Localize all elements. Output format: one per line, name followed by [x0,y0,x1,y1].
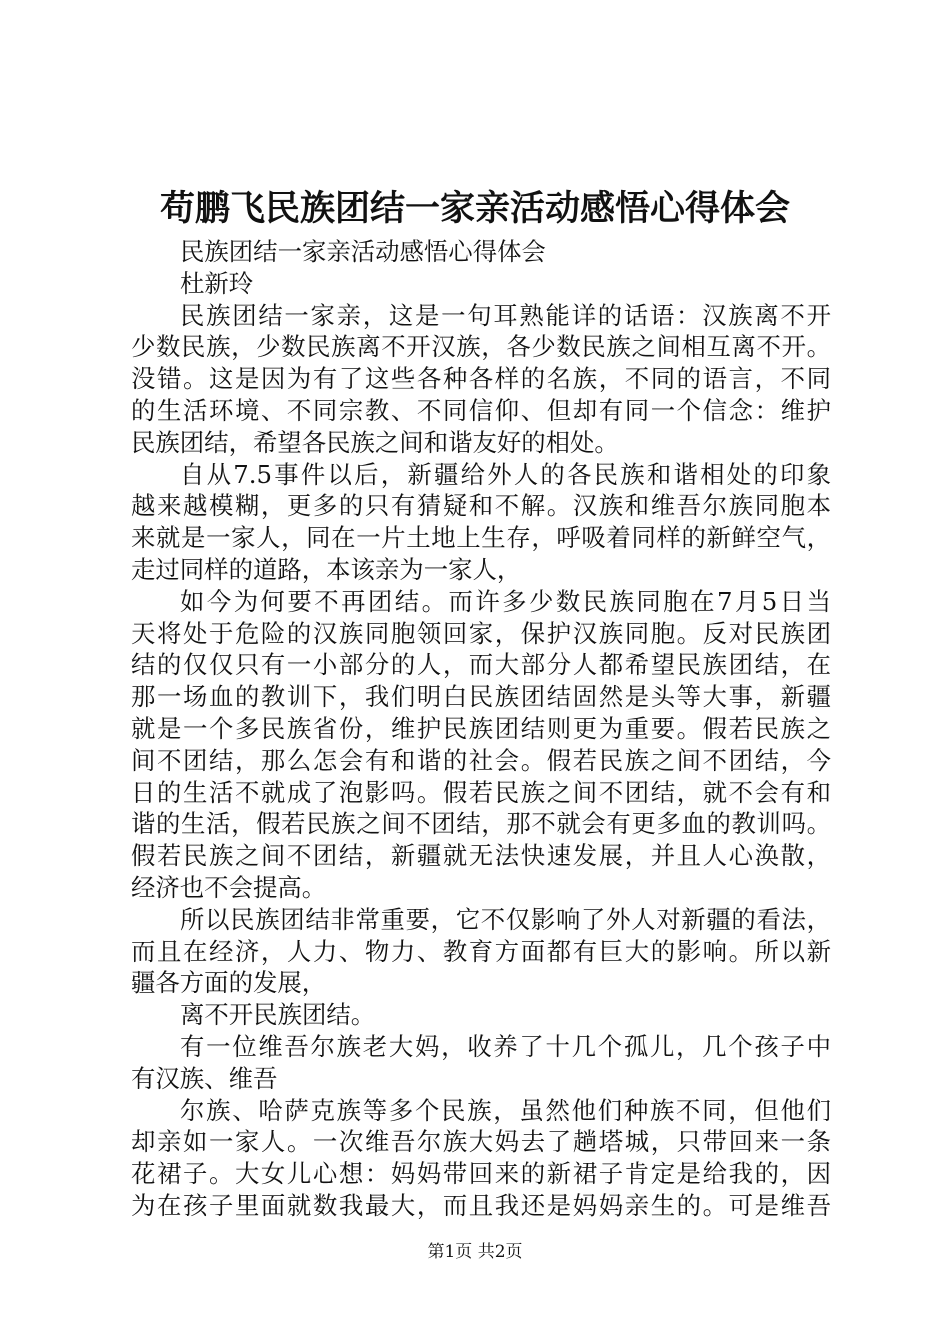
text-line: 离不开民族团结。 [180,1000,376,1030]
text-line: 而且在经济，人力、物力、教育方面都有巨大的影响。所以新 [131,936,831,966]
text-line: 没错。这是因为有了这些各种各样的名族，不同的语言，不同 [131,364,831,394]
document-body [131,236,831,1222]
text-line: 越来越模糊，更多的只有猜疑和不解。汉族和维吾尔族同胞本 [131,491,831,521]
text-line: 有汉族、维吾 [131,1063,278,1093]
text-line: 疆各方面的发展， [131,968,327,998]
text-line: 民族团结，希望各民族之间和谐友好的相处。 [131,427,619,457]
text-line: 民族团结一家亲活动感悟心得体会 [180,237,546,266]
text-line: 间不团结，那么怎会有和谐的社会。假若民族之间不团结，今 [131,745,831,775]
text-line: 如今为何要不再团结。而许多少数民族同胞在7月5日当 [180,586,831,616]
text-line: 尔族、哈萨克族等多个民族，虽然他们种族不同，但他们 [180,1095,831,1125]
text-line: 民族团结一家亲，这是一句耳熟能详的话语：汉族离不开 [180,300,831,330]
text-line: 少数民族，少数民族离不开汉族，各少数民族之间相互离不开。 [131,332,831,362]
text-line: 杜新玲 [180,268,254,298]
text-line: 假若民族之间不团结，新疆就无法快速发展，并且人心涣散， [131,841,831,871]
page-title: 苟鹏飞民族团结一家亲活动感悟心得体会 [159,188,790,229]
text-line: 自从7.5事件以后，新疆给外人的各民族和谐相处的印象 [180,459,831,489]
text-line: 结的仅仅只有一小部分的人，而大部分人都希望民族团结，在 [131,650,831,680]
text-line: 所以民族团结非常重要，它不仅影响了外人对新疆的看法， [180,904,831,934]
text-line: 谐的生活，假若民族之间不团结，那不就会有更多血的教训吗。 [131,809,831,839]
text-line: 来就是一家人，同在一片土地上生存，呼吸着同样的新鲜空气， [131,523,831,553]
text-line: 日的生活不就成了泡影吗。假若民族之间不团结，就不会有和 [131,777,831,807]
text-line: 却亲如一家人。一次维吾尔族大妈去了趟塔城，只带回来一条 [131,1127,831,1157]
text-line: 就是一个多民族省份，维护民族团结则更为重要。假若民族之 [131,713,831,743]
text-line: 花裙子。大女儿心想：妈妈带回来的新裙子肯定是给我的，因 [131,1159,831,1189]
text-line: 有一位维吾尔族老大妈，收养了十几个孤儿，几个孩子中 [180,1031,831,1061]
text-line: 天将处于危险的汉族同胞领回家，保护汉族同胞。反对民族团 [131,618,831,648]
page-footer: 第1页 共2页 [427,1242,523,1262]
text-line: 那一场血的教训下，我们明白民族团结固然是头等大事，新疆 [131,682,831,712]
text-line: 经济也不会提高。 [131,872,327,902]
text-line: 为在孩子里面就数我最大，而且我还是妈妈亲生的。可是维吾 [131,1190,831,1220]
text-line: 走过同样的道路，本该亲为一家人， [131,554,522,584]
text-line: 的生活环境、不同宗教、不同信仰、但却有同一个信念：维护 [131,395,831,425]
